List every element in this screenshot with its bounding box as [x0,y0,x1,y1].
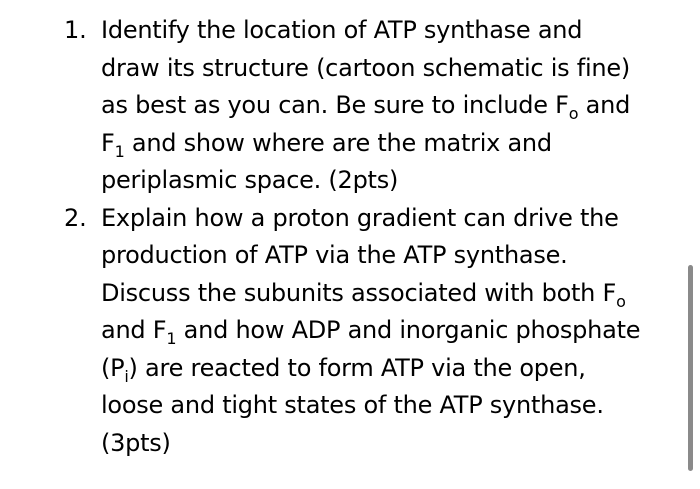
line-text: (P [101,353,125,382]
question-line [101,387,604,425]
line-text: and [578,91,631,119]
question-line [101,425,171,463]
scrollbar-thumb[interactable] [688,265,693,471]
question-line [101,162,398,200]
subscript: i [124,366,129,386]
question-line [101,50,630,88]
question-line [101,312,640,350]
line-text: loose and tight states of the ATP synthase. [101,391,604,419]
subscript: o [616,291,626,311]
question-line [101,237,568,275]
line-text: and F [101,316,167,344]
subscript: 1 [114,141,125,161]
line-text: as best as you can. Be sure to include F [101,91,569,119]
question-line [101,275,626,313]
line-text: periplasmic space. (2pts) [101,166,399,194]
line-text: Identify the location of ATP synthase and [101,16,583,44]
question-line [101,12,582,50]
line-text: draw its structure (cartoon schematic is fine) [101,53,630,82]
line-text: (3pts) [101,428,171,457]
question-line [101,87,630,125]
question-line [101,200,619,238]
line-text: Discuss the subunits associated with both F [101,278,617,307]
line-text: ) are reacted to form ATP via the open, [128,353,586,382]
subscript: 1 [166,329,177,348]
subscript: o [568,104,579,123]
question-number: 1. [64,16,87,44]
line-text: and show where are the matrix and [124,128,552,157]
line-text: and how ADP and inorganic phosphate [176,316,641,344]
question-line [101,125,552,163]
line-text: Explain how a proton gradient can drive the [101,203,619,232]
line-text: production of ATP via the ATP synthase. [101,241,568,269]
question-line [101,350,586,388]
line-text: F [101,128,115,157]
question-number: 2. [64,203,87,232]
